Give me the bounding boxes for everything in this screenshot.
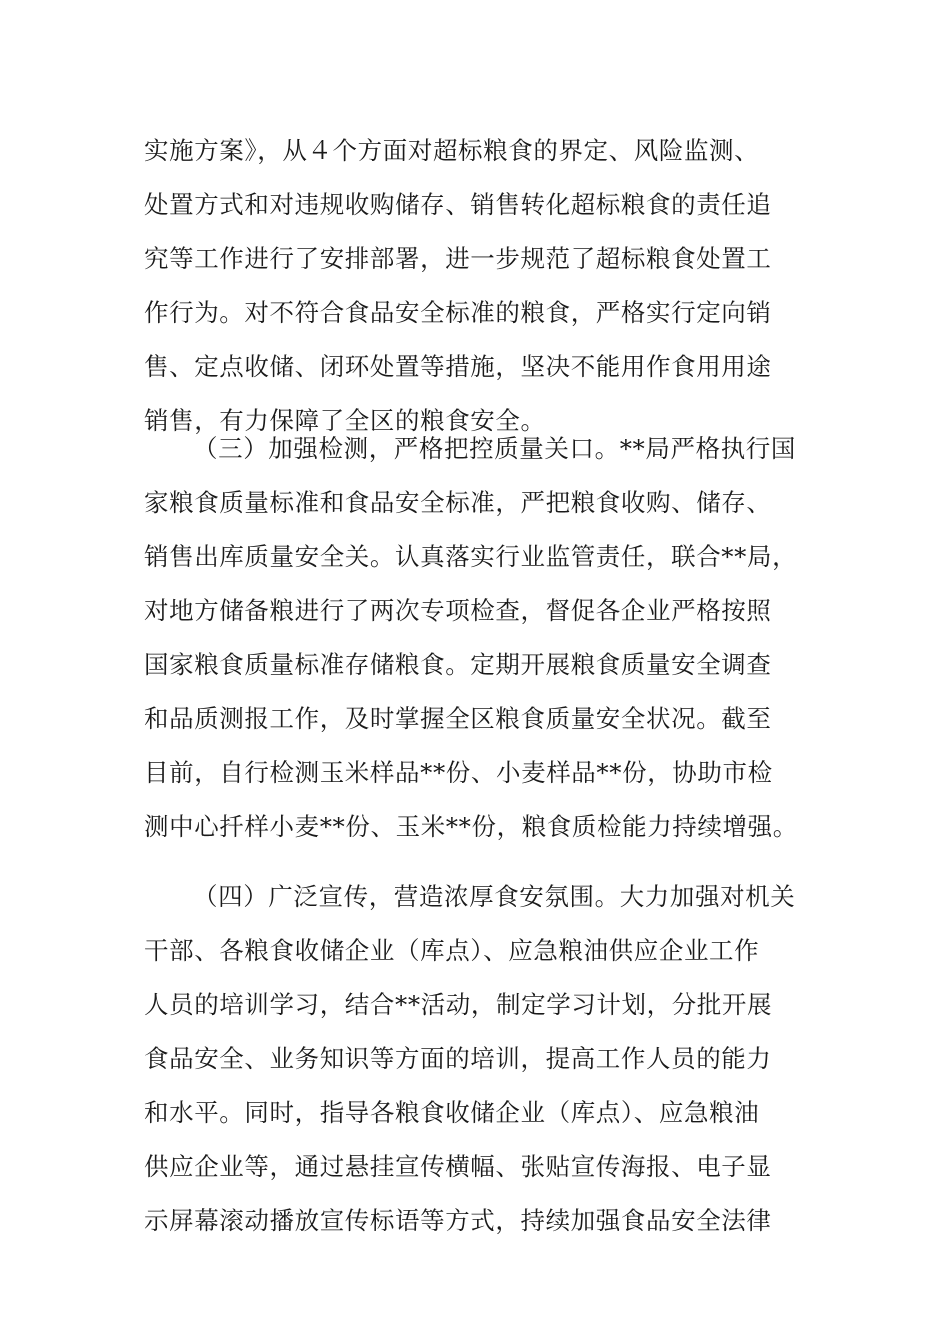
text-line: 食品安全、业务知识等方面的培训，提高工作人员的能力: [144, 1044, 772, 1073]
text-line: 售、定点收储、闭环处置等措施，坚决不能用作食用用途: [144, 352, 772, 381]
text-line: 和水平。同时，指导各粮食收储企业（库点）、应急粮油: [144, 1098, 760, 1127]
text-line: 人员的培训学习，结合**活动，制定学习计划，分批开展: [144, 990, 773, 1019]
text-line: （三）加强检测，严格把控质量关口。**局严格执行国: [193, 434, 796, 463]
text-line: 目前，自行检测玉米样品**份、小麦样品**份，协助市检: [144, 758, 773, 787]
text-line: 究等工作进行了安排部署，进一步规范了超标粮食处置工: [144, 244, 772, 273]
text-line: 销售，有力保障了全区的粮食安全。: [144, 406, 546, 435]
text-line: 国家粮食质量标准存储粮食。定期开展粮食质量安全调查: [144, 650, 772, 679]
text-line: 示屏幕滚动播放宣传标语等方式，持续加强食品安全法律: [144, 1206, 772, 1235]
text-line: 供应企业等，通过悬挂宣传横幅、张贴宣传海报、电子显: [144, 1152, 772, 1181]
paragraph-publicity: [144, 870, 844, 1248]
text-line: （四）广泛宣传，营造浓厚食安氛围。大力加强对机关: [193, 882, 796, 911]
text-line: 处置方式和对违规收购储存、销售转化超标粮食的责任追: [144, 190, 772, 219]
text-line: 和品质测报工作，及时掌握全区粮食质量安全状况。截至: [144, 704, 772, 733]
text-line: 实施方案》，从４个方面对超标粮食的界定、风险监测、: [144, 136, 760, 165]
paragraph-strengthen-testing: [144, 422, 844, 854]
paragraph-implementation-plan: [144, 124, 844, 448]
text-line: 干部、各粮食收储企业（库点）、应急粮油供应企业工作: [144, 936, 760, 965]
text-line: 销售出库质量安全关。认真落实行业监管责任，联合**局，: [144, 542, 798, 571]
text-line: 对地方储备粮进行了两次专项检查，督促各企业严格按照: [144, 596, 772, 625]
text-line: 测中心扦样小麦**份、玉米**份，粮食质检能力持续增强。: [144, 812, 798, 841]
text-line: 作行为。对不符合食品安全标准的粮食，严格实行定向销: [144, 298, 772, 327]
text-line: 家粮食质量标准和食品安全标准，严把粮食收购、储存、: [144, 488, 772, 517]
